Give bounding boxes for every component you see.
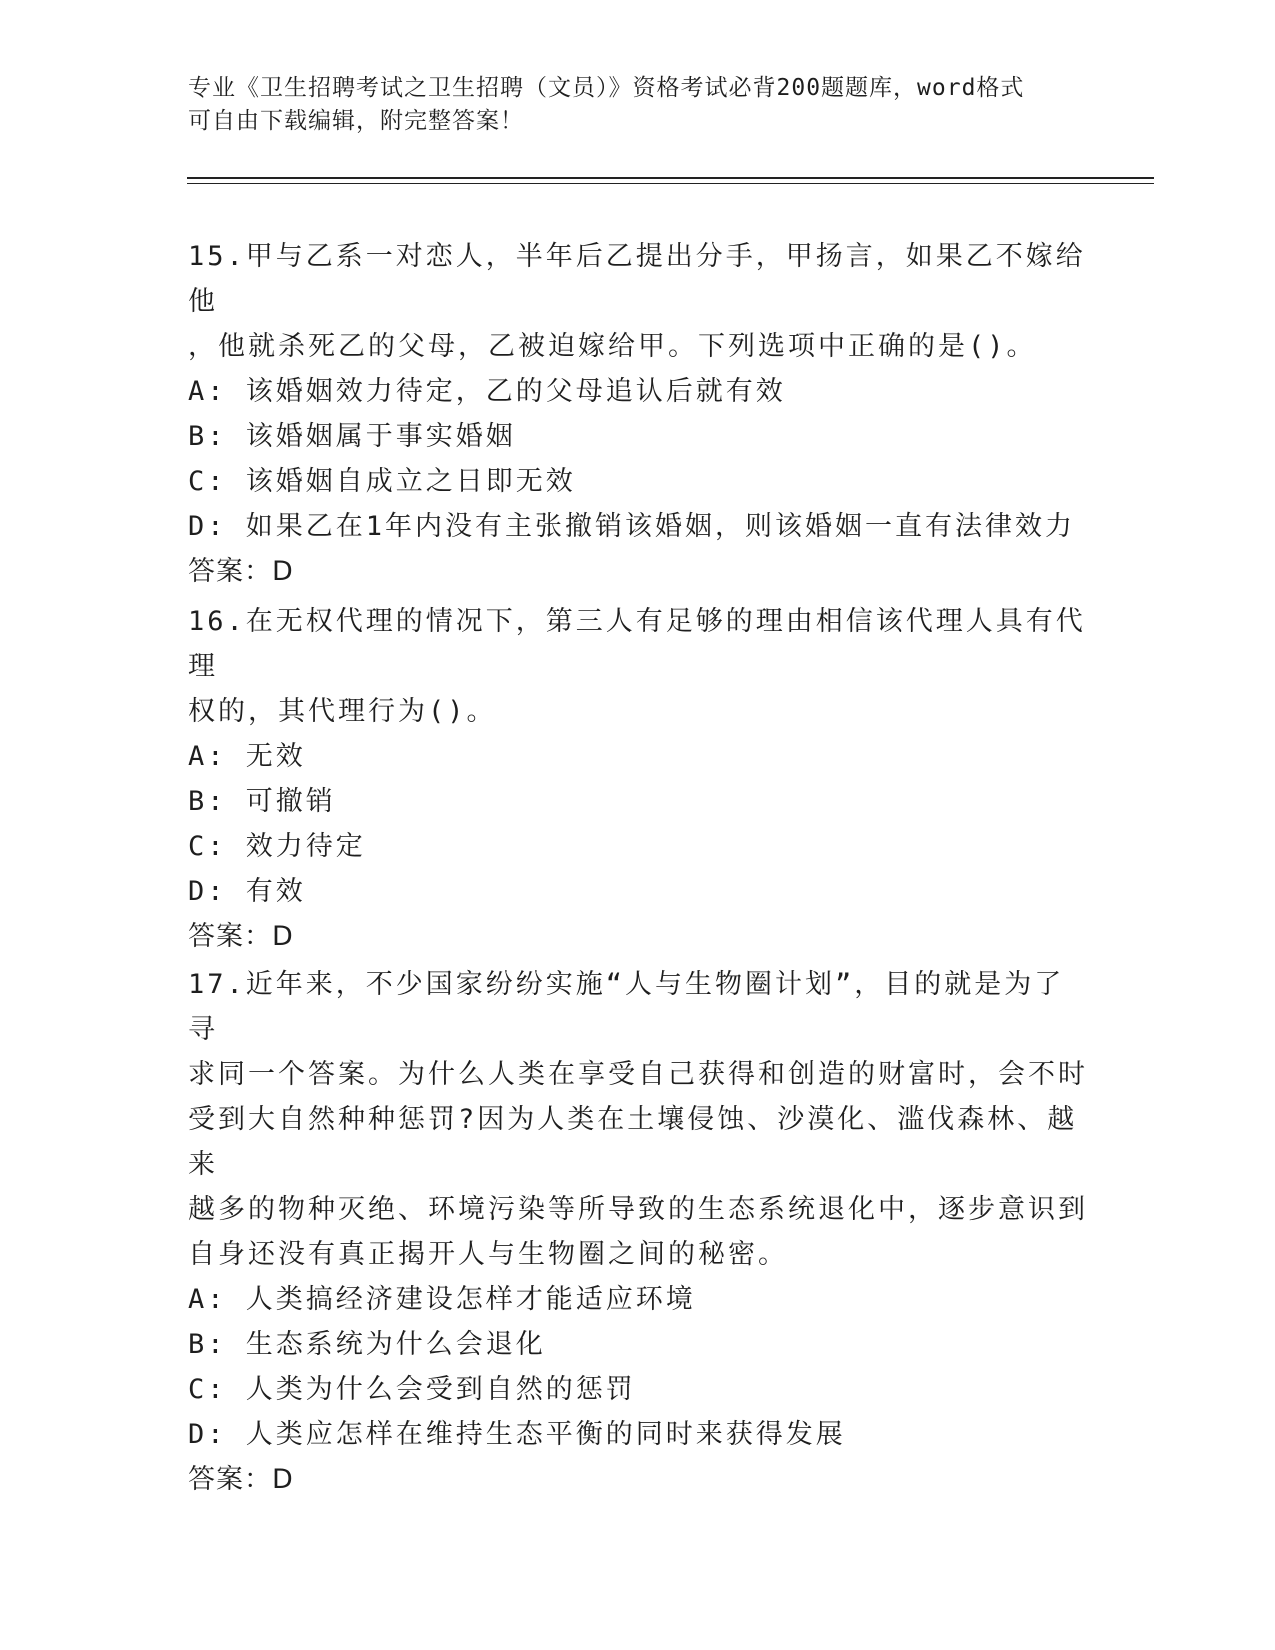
option-a: A: 该婚姻效力待定，乙的父母追认后就有效 <box>188 376 786 407</box>
question-text-line: 受到大自然种种惩罚?因为人类在土壤侵蚀、沙漠化、滥伐森林、越来 <box>188 1104 1078 1180</box>
question-text-line: 16.在无权代理的情况下，第三人有足够的理由相信该代理人具有代理 <box>188 606 1086 682</box>
header-title-line-1: 专业《卫生招聘考试之卫生招聘（文员）》资格考试必背200题题库，word格式 <box>188 75 1025 101</box>
option-b: B: 该婚姻属于事实婚姻 <box>188 421 516 452</box>
answer-label: 答案：D <box>188 1464 294 1495</box>
question-text-line: 17.近年来，不少国家纷纷实施“人与生物圈计划”，目的就是为了寻 <box>188 969 1065 1045</box>
option-a: A: 无效 <box>188 741 306 772</box>
option-c: C: 人类为什么会受到自然的惩罚 <box>188 1374 636 1405</box>
option-b: B: 可撤销 <box>188 786 336 817</box>
option-d: D: 人类应怎样在维持生态平衡的同时来获得发展 <box>188 1419 846 1450</box>
option-d: D: 有效 <box>188 876 306 907</box>
question-text-line: 自身还没有真正揭开人与生物圈之间的秘密。 <box>188 1239 788 1270</box>
document-header <box>188 72 1068 138</box>
answer-label: 答案：D <box>188 921 294 952</box>
question-text-line: 15.甲与乙系一对恋人，半年后乙提出分手，甲扬言，如果乙不嫁给他 <box>188 241 1086 317</box>
option-b: B: 生态系统为什么会退化 <box>188 1329 546 1360</box>
header-divider <box>187 177 1154 184</box>
question-text-line: ，他就杀死乙的父母，乙被迫嫁给甲。下列选项中正确的是()。 <box>188 331 1037 362</box>
question-text-line: 权的，其代理行为()。 <box>188 696 497 727</box>
option-d: D: 如果乙在1年内没有主张撤销该婚姻，则该婚姻一直有法律效力 <box>188 511 1076 542</box>
question-16 <box>188 599 1088 959</box>
question-15 <box>188 234 1088 594</box>
question-text-line: 越多的物种灭绝、环境污染等所导致的生态系统退化中，逐步意识到 <box>188 1194 1088 1225</box>
header-title-line-2: 可自由下载编辑，附完整答案！ <box>188 108 524 134</box>
option-a: A: 人类搞经济建设怎样才能适应环境 <box>188 1284 696 1315</box>
option-c: C: 该婚姻自成立之日即无效 <box>188 466 576 497</box>
answer-label: 答案：D <box>188 556 294 587</box>
option-c: C: 效力待定 <box>188 831 366 862</box>
question-17 <box>188 962 1088 1502</box>
question-text-line: 求同一个答案。为什么人类在享受自己获得和创造的财富时，会不时 <box>188 1059 1088 1090</box>
